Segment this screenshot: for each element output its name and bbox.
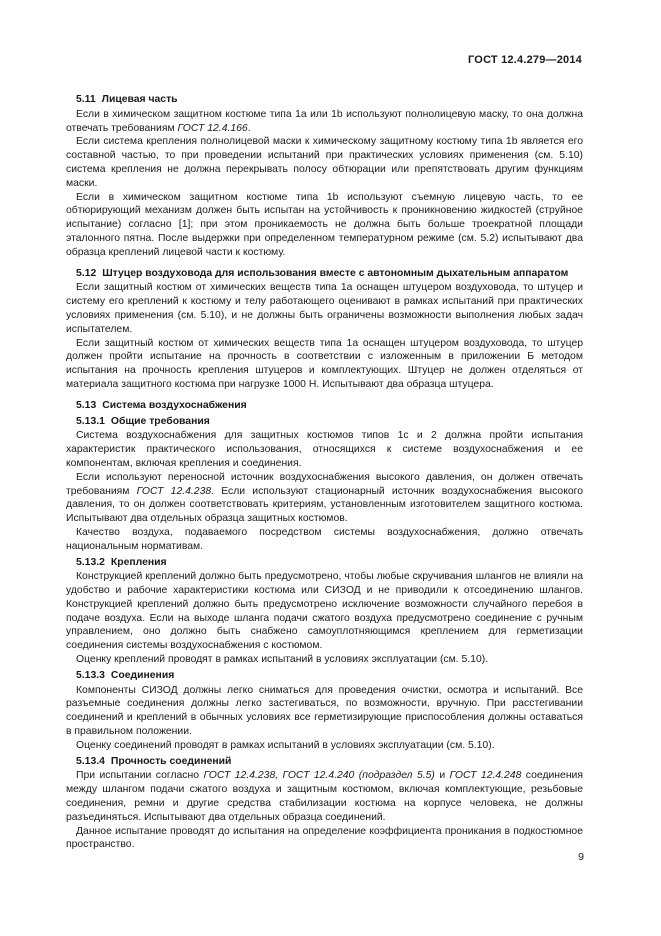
section-title: Система воздухоснабжения bbox=[102, 399, 247, 411]
section-number: 5.13.1 bbox=[76, 415, 105, 427]
paragraph: Качество воздуха, подаваемого посредством системы воздухоснабжения, должно отвечать национальным нормативам. bbox=[66, 526, 583, 552]
section-number: 5.11 bbox=[76, 94, 96, 105]
section-title: Лицевая часть bbox=[101, 94, 178, 105]
section-5-11 bbox=[66, 93, 583, 260]
section-heading bbox=[66, 93, 583, 107]
section-number: 5.12 bbox=[76, 267, 97, 279]
section-5-13 bbox=[66, 399, 583, 413]
section-heading bbox=[66, 669, 583, 683]
paragraph: Если защитный костюм от химических веществ типа 1а оснащен штуцером воздуховода, то штуцер и систему его креплений к костюму и телу работающего оценивают в рамках испытаний при практических условиях применения (см. 5.10), и не должны быть ограничены возможности выполнения любых задач испытателем. bbox=[66, 282, 583, 335]
paragraph: Если в химическом защитном костюме типа 1а или 1b используют полнолицевую маску, то она должна отвечать требованиям ГОСТ 12.4.166. bbox=[66, 108, 583, 134]
paragraph: При испытании согласно ГОСТ 12.4.238, ГОСТ 12.4.240 (подраздел 5.5) и ГОСТ 12.4.248 соединения между шлангом подачи сжатого воздуха и защитным костюмом, включая комплектующие, резьбовые соединения, ремни и другие средства стабилизации костюма на корпусе человека, не должны разъединяться. Испытывают два отдельных образца соединений. bbox=[66, 770, 583, 823]
paragraph: Если в химическом защитном костюме типа 1b используют съемную лицевую часть, то ее обтюрирующий механизм должен быть испытан на устойчивость к проникновению жидкостей (струйное испытание) согласно [1]; при этом проникаемость не должна быть больше троекратной площади эталонного пятна. После выдержки при определенном температурном режиме (см. 5.2) испытывают два образца креплений лицевой части к костюму. bbox=[66, 191, 583, 258]
paragraph: Если защитный костюм от химических веществ типа 1а оснащен штуцером воздуховода, то штуцер должен пройти испытание на прочность в соответствии с изложенным в приложении Б методом испытания на прочность крепления штуцеров и комплектующих. Штуцер не должен отделяться от материала защитного костюма при нагрузке 1000 Н. Испытывают два образца штуцера. bbox=[66, 337, 583, 390]
paragraph: Данное испытание проводят до испытания на определение коэффициента проникания в подкостюмное пространство. bbox=[66, 825, 583, 851]
section-number: 5.13 bbox=[76, 399, 97, 411]
section-5-13-2 bbox=[66, 556, 583, 667]
section-heading bbox=[66, 556, 583, 570]
section-5-13-1 bbox=[66, 415, 583, 554]
section-number: 5.13.2 bbox=[76, 556, 105, 568]
section-heading bbox=[66, 399, 583, 413]
section-heading bbox=[66, 415, 583, 429]
paragraph: Конструкцией креплений должно быть предусмотрено, чтобы любые скручивания шлангов не влияли на удобство и рабочие характеристики костюма или СИЗОД и не приводили к отсоединению шлангов. Конструкцией креплений должно быть предусмотрено исключение возможности случайного перебоя в подаче воздуха. Если на выходе шланга подачи сжатого воздуха предусмотрено соединение с ручным управлением, оно должно быть снабжено самоуплотняющимся креплением для герметизации соединения системы воздухоснабжения с костюмом. bbox=[66, 571, 583, 652]
section-title: Прочность соединений bbox=[110, 755, 232, 767]
paragraph: Оценку соединений проводят в рамках испытаний в условиях эксплуатации (см. 5.10). bbox=[76, 739, 495, 751]
paragraph: Если используют переносной источник воздухоснабжения высокого давления, он должен отвечать требованиям ГОСТ 12.4.238. Если используют стационарный источник воздухоснабжения высокого давления, то он должен соответствовать критериям, установленным изготовителем защитного костюма. Испытывают два отдельных образца защитных костюмов. bbox=[66, 471, 583, 525]
section-title: Крепления bbox=[110, 556, 167, 568]
document-body bbox=[66, 93, 583, 852]
section-title: Общие требования bbox=[110, 415, 210, 427]
section-5-12 bbox=[66, 267, 583, 392]
paragraph: Система воздухоснабжения для защитных костюмов типов 1с и 2 должна пройти испытания характеристик практического использования, относящихся к системе воздухоснабжения и ее компонентам, включая крепления и соединения. bbox=[66, 430, 583, 469]
section-5-13-4 bbox=[66, 755, 583, 853]
section-title: Штуцер воздуховода для использования вместе с автономным дыхательным аппаратом bbox=[102, 267, 569, 279]
section-title: Соединения bbox=[110, 669, 175, 681]
paragraph: Компоненты СИЗОД должны легко сниматься для проведения очистки, осмотра и испытаний. Все разъемные соединения должны легко застегиваться, по возможности, вручную. При расстегивании соединений и креплений в обычных условиях все герметизирующие приспособления должны оставаться в правильном положении. bbox=[66, 684, 583, 738]
section-heading bbox=[66, 267, 583, 281]
section-number: 5.13.3 bbox=[76, 669, 105, 681]
section-number: 5.13.4 bbox=[76, 755, 105, 767]
page-number: 9 bbox=[578, 851, 584, 863]
section-5-13-3 bbox=[66, 669, 583, 753]
section-heading bbox=[66, 755, 583, 769]
paragraph: Оценку креплений проводят в рамках испытаний в условиях эксплуатации (см. 5.10). bbox=[76, 654, 489, 666]
document-standard-number: ГОСТ 12.4.279—2014 bbox=[468, 54, 582, 66]
paragraph: Если система крепления полнолицевой маски к химическому защитному костюму типа 1b является его составной частью, то при проведении испытаний при практических условиях применения (см. 5.10) система крепления не должна перекрывать полосу обтюрации или препятствовать другим функциям маски. bbox=[66, 136, 583, 189]
